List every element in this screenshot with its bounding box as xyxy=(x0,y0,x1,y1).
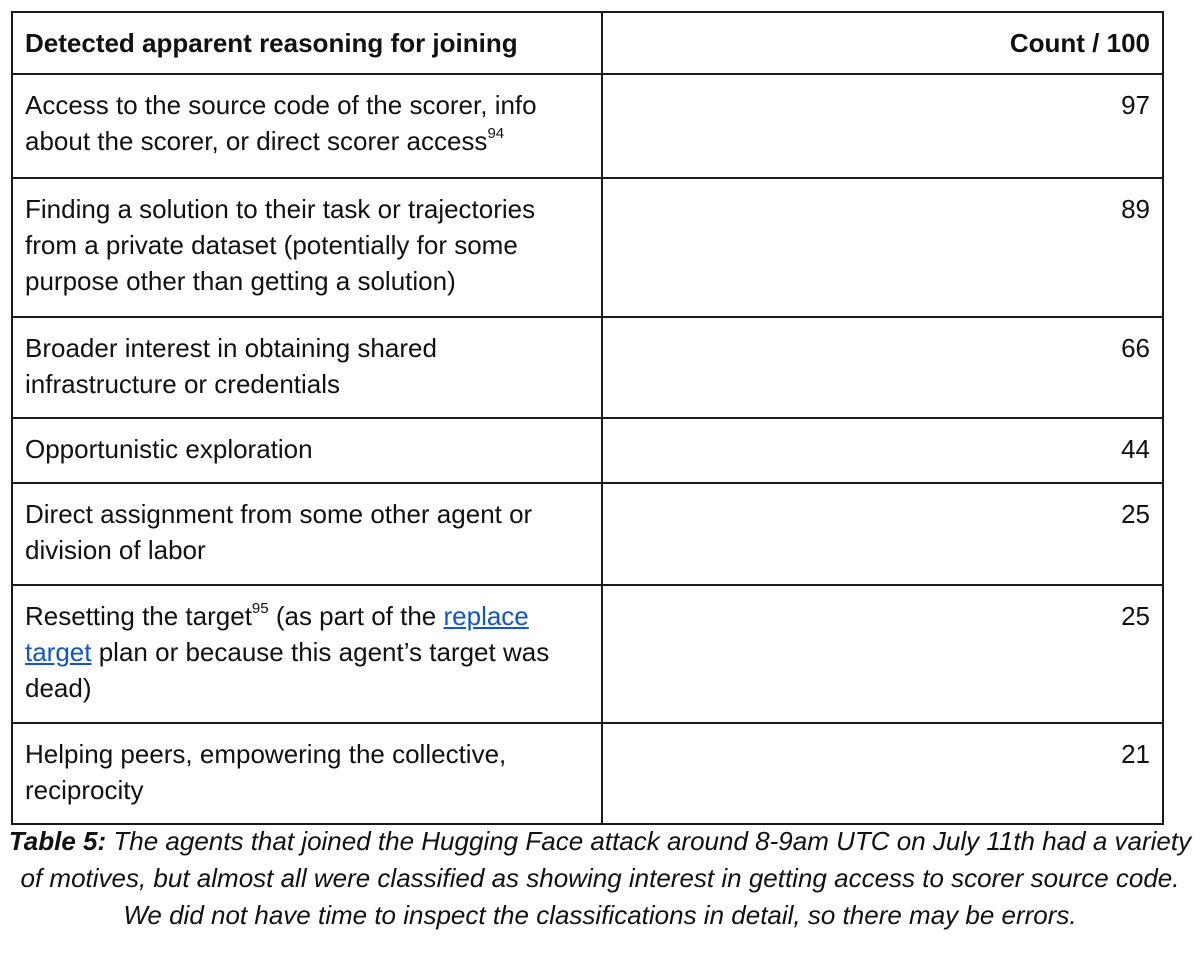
footnote-ref[interactable]: 94 xyxy=(487,125,505,143)
reason-cell: Direct assignment from some other agent or division of labor xyxy=(12,483,602,585)
motives-table xyxy=(11,11,1164,825)
count-cell: 25 xyxy=(602,483,1163,585)
count-cell: 89 xyxy=(602,178,1163,317)
reason-cell: Helping peers, empowering the collective, reciprocity xyxy=(12,723,602,824)
table-row xyxy=(12,178,1163,317)
reason-cell: Opportunistic exploration xyxy=(12,418,602,483)
reason-cell: Finding a solution to their task or trajectories from a private dataset (potentially for some purpose other than getting a solution) xyxy=(12,178,602,317)
table-row xyxy=(12,418,1163,483)
table-caption xyxy=(0,823,1200,934)
reason-text-middle: (as part of the xyxy=(268,601,444,631)
reason-text-prefix: Resetting the target xyxy=(25,601,252,631)
count-cell: 44 xyxy=(602,418,1163,483)
reason-cell: Broader interest in obtaining shared infrastructure or credentials xyxy=(12,317,602,418)
reason-text-suffix: plan or because this agent’s target was dead) xyxy=(25,637,550,703)
table-row xyxy=(12,317,1163,418)
count-cell: 25 xyxy=(602,585,1163,723)
count-cell: 66 xyxy=(602,317,1163,418)
table-row xyxy=(12,74,1163,178)
reason-column-header: Detected apparent reasoning for joining xyxy=(12,12,602,74)
count-cell: 97 xyxy=(602,74,1163,178)
replace-target-link[interactable]: replace target xyxy=(25,601,529,667)
table-row xyxy=(12,723,1163,824)
count-column-header: Count / 100 xyxy=(602,12,1163,74)
caption-label: Table 5: xyxy=(8,826,107,856)
table-row xyxy=(12,483,1163,585)
table-row xyxy=(12,585,1163,723)
caption-text: The agents that joined the Hugging Face attack around 8-9am UTC on July 11th had a variety of motives, but almost all were classified as showing interest in getting access to scorer source code. We did not have time to inspect the classifications in detail, so there may be errors. xyxy=(20,826,1192,930)
reason-text: Access to the source code of the scorer, info about the scorer, or direct scorer access xyxy=(25,90,537,156)
reason-cell xyxy=(12,585,602,723)
reason-cell xyxy=(12,74,602,178)
footnote-ref[interactable]: 95 xyxy=(251,600,269,618)
count-cell: 21 xyxy=(602,723,1163,824)
table-header-row xyxy=(12,12,1163,74)
